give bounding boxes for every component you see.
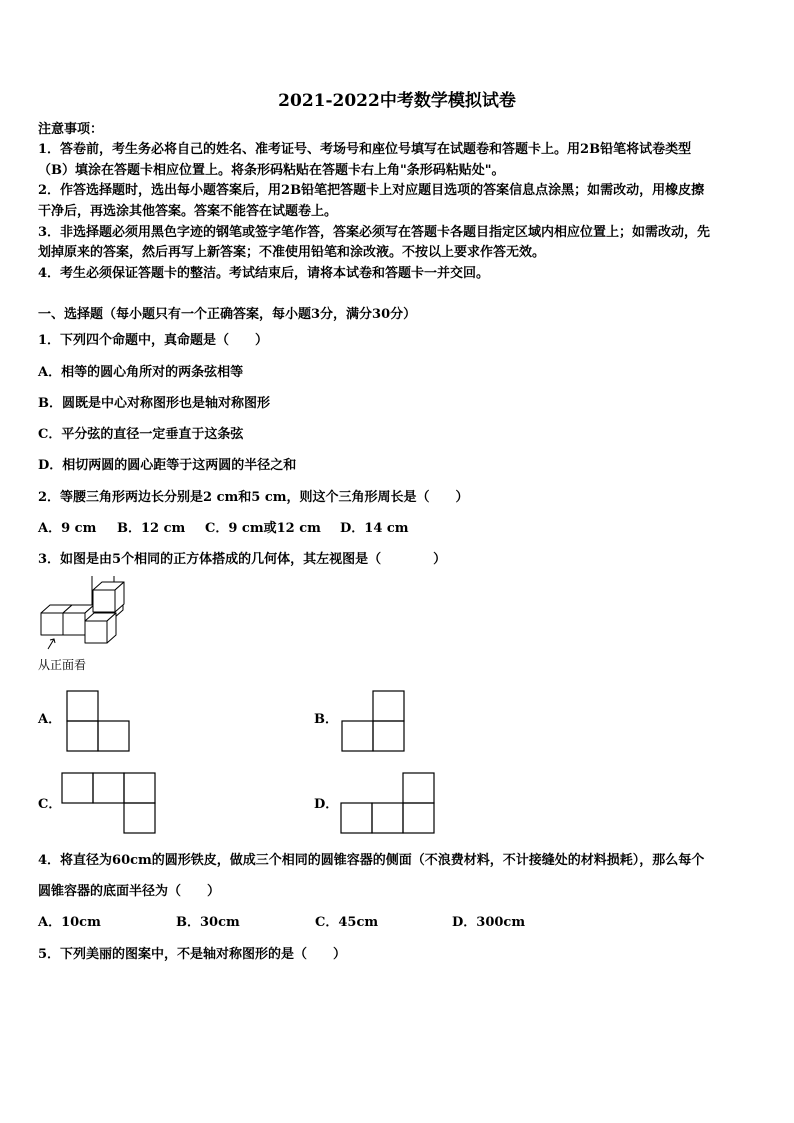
q3-option-d-label: D．	[314, 797, 339, 812]
q1-option-d: D．相切两圆的圆心距等于这两圆的半径之和	[38, 458, 297, 473]
exam-title: 2021-2022中考数学模拟试卷	[278, 91, 516, 111]
q4-option-c: C．45cm	[315, 915, 379, 930]
q1-stem: 1．下列四个命题中，真命题是（ ）	[38, 333, 269, 348]
q3-stem: 3．如图是由5个相同的正方体搭成的几何体，其左视图是（ ）	[38, 552, 447, 567]
q2-option-a: A．9 cm	[38, 521, 97, 536]
q4-stem: 4．将直径为60cm的圆形铁皮，做成三个相同的圆锥容器的侧面（不浪费材料，不计接缝处的材料损耗），那么每个	[38, 853, 705, 868]
q2-option-b: B．12 cm	[117, 521, 186, 536]
q3-option-c-label: C．	[38, 797, 62, 812]
q1-option-c: C．平分弦的直径一定垂直于这条弦	[38, 427, 244, 442]
q4-option-a: A．10cm	[38, 915, 101, 930]
figure-caption: 从正面看	[38, 658, 87, 672]
q3-option-b-figure	[341, 690, 407, 752]
notice-line: 3．非选择题必须用黑色字迹的钢笔或签字笔作答，答案必须写在答题卡各题目指定区域内相应位置上；如需改动，先	[38, 225, 711, 240]
q2-stem: 2．等腰三角形两边长分别是2 cm和5 cm，则这个三角形周长是（ ）	[38, 490, 469, 505]
section-heading: 一、选择题（每小题只有一个正确答案，每小题3分，满分30分）	[38, 307, 417, 322]
q3-option-a-label: A．	[38, 712, 62, 727]
q3-option-c-figure	[61, 772, 157, 834]
notice-line: 2．作答选择题时，选出每小题答案后，用2B铅笔把答题卡上对应题目选项的答案信息点涂黑；如需改动，用橡皮擦	[38, 183, 705, 198]
notice-heading: 注意事项：	[38, 122, 104, 137]
notice-line: 4．考生必须保证答题卡的整洁。考试结束后，请将本试卷和答题卡一并交回。	[38, 266, 490, 281]
q5-stem: 5．下列美丽的图案中，不是轴对称图形的是（ ）	[38, 947, 347, 962]
q3-option-b-label: B．	[314, 712, 338, 727]
q4-option-b: B．30cm	[176, 915, 240, 930]
q4-stem-cont: 圆锥容器的底面半径为（ ）	[38, 884, 221, 899]
q2-option-c: C．9 cm或12 cm	[205, 521, 321, 536]
q1-option-a: A．相等的圆心角所对的两条弦相等	[38, 365, 244, 380]
notice-line: （B）填涂在答题卡相应位置上。将条形码粘贴在答题卡右上角"条形码粘贴处"。	[38, 163, 505, 178]
notice-line: 划掉原来的答案，然后再写上新答案；不准使用铅笔和涂改液。不按以上要求作答无效。	[38, 245, 546, 260]
q2-option-d: D．14 cm	[340, 521, 409, 536]
notice-line: 干净后，再选涂其他答案。答案不能答在试题卷上。	[38, 204, 338, 219]
q4-option-d: D．300cm	[452, 915, 526, 930]
q1-option-b: B．圆既是中心对称图形也是轴对称图形	[38, 396, 270, 411]
q3-option-a-figure	[66, 690, 132, 752]
cube-solid-figure	[38, 576, 133, 650]
notice-line: 1．答卷前，考生务必将自己的姓名、准考证号、考场号和座位号填写在试题卷和答题卡上。用2B铅笔将试卷类型	[38, 142, 692, 157]
q3-option-d-figure	[340, 772, 436, 834]
